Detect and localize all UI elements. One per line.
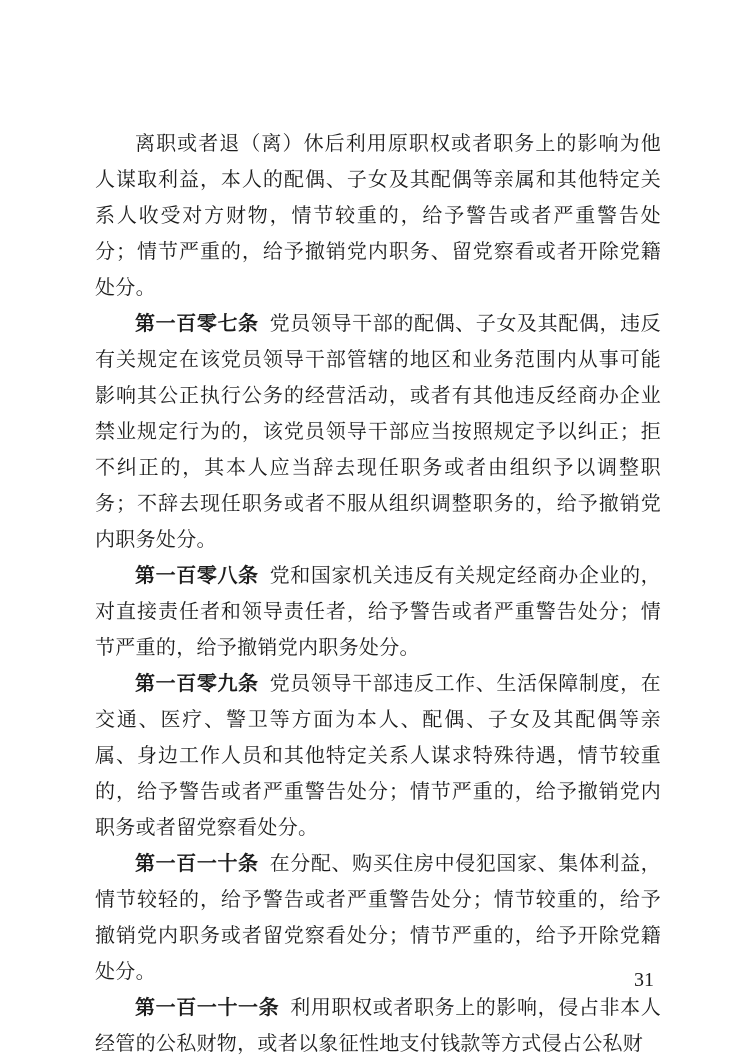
paragraph-text: 利用职权或者职务上的影响，侵占非本人经管的公私财物，或者以象征性地支付钱款等方式侵占公私财 (95, 997, 661, 1055)
paragraph-text: 党和国家机关违反有关规定经商办企业的，对直接责任者和领导责任者，给予警告或者严重警告处分；情节严重的，给予撤销党内职务处分。 (95, 565, 661, 659)
article-107 (95, 306, 661, 558)
paragraph-text: 党员领导干部的配偶、子女及其配偶，违反有关规定在该党员领导干部管辖的地区和业务范围内从事可能影响其公正执行公务的经营活动，或者有其他违反经商办企业禁业规定行为的，该党员领导干部应当按照规定予以纠正；拒不纠正的，其本人应当辞去现任职务或者由组织予以调整职务；不辞去现任职务或者不服从组织调整职务的，给予撤销党内职务处分。 (95, 313, 661, 551)
article-110 (95, 846, 661, 990)
paragraph-continuation (95, 126, 661, 306)
article-111 (95, 990, 661, 1062)
paragraph-text: 离职或者退（离）休后利用原职权或者职务上的影响为他人谋取利益，本人的配偶、子女及其配偶等亲属和其他特定关系人收受对方财物，情节较重的，给予警告或者严重警告处分；情节严重的，给予撤销党内职务、留党察看或者开除党籍处分。 (95, 133, 661, 299)
article-108 (95, 558, 661, 666)
paragraph-text: 党员领导干部违反工作、生活保障制度，在交通、医疗、警卫等方面为本人、配偶、子女及其配偶等亲属、身边工作人员和其他特定关系人谋求特殊待遇，情节较重的，给予警告或者严重警告处分；情节严重的，给予撤销党内职务或者留党察看处分。 (95, 673, 661, 839)
article-number: 第一百零九条 (135, 673, 259, 695)
article-number: 第一百一十一条 (135, 997, 280, 1019)
article-number: 第一百一十条 (135, 853, 259, 875)
article-number: 第一百零八条 (135, 565, 259, 587)
article-number: 第一百零七条 (135, 313, 259, 335)
page-number: 31 (634, 969, 654, 991)
paragraph-text: 在分配、购买住房中侵犯国家、集体利益，情节较轻的，给予警告或者严重警告处分；情节较重的，给予撤销党内职务或者留党察看处分；情节严重的，给予开除党籍处分。 (95, 853, 661, 983)
article-109 (95, 666, 661, 846)
document-body (95, 126, 661, 1062)
